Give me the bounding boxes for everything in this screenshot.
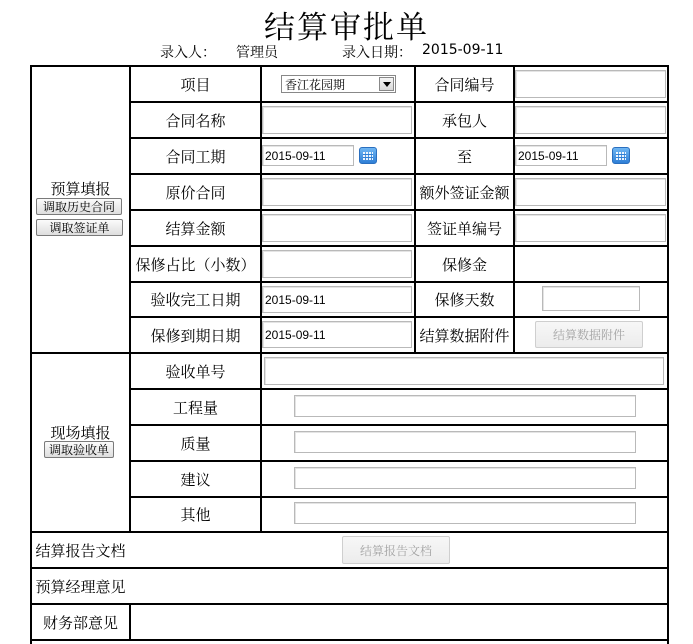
contract-name-label: 合同名称 bbox=[165, 111, 226, 130]
project-select[interactable] bbox=[281, 75, 396, 93]
suggestion-label: 建议 bbox=[180, 470, 211, 489]
project-label: 项目 bbox=[180, 75, 211, 94]
visa-no-label: 签证单编号 bbox=[426, 219, 502, 238]
entered-by-label: 录入人： bbox=[160, 45, 216, 61]
warranty-days-input[interactable] bbox=[542, 286, 640, 311]
to-label: 至 bbox=[456, 147, 472, 166]
report-doc-label: 结算报告文档 bbox=[35, 541, 126, 560]
extra-visa-amount-label: 额外签证金额 bbox=[419, 183, 510, 202]
fetch-acceptance-button[interactable]: 调取验收单 bbox=[44, 441, 114, 458]
fetch-visa-button[interactable]: 调取签证单 bbox=[36, 219, 123, 236]
project-select-value: 香江花园期 bbox=[285, 77, 346, 92]
settlement-amount-label: 结算金额 bbox=[165, 219, 226, 238]
other-input[interactable] bbox=[294, 502, 636, 524]
page-title: 结算审批单 bbox=[264, 10, 429, 46]
calendar-icon[interactable] bbox=[359, 147, 377, 164]
budget-section-label: 预算填报 bbox=[50, 179, 111, 198]
site-section-label: 现场填报 bbox=[50, 423, 111, 442]
quality-label: 质量 bbox=[180, 434, 211, 453]
entry-date-label: 录入日期： bbox=[342, 45, 412, 61]
attachment-button[interactable]: 结算数据附件 bbox=[535, 321, 643, 348]
report-doc-button[interactable]: 结算报告文档 bbox=[342, 536, 450, 564]
extra-visa-amount-input[interactable] bbox=[515, 178, 666, 206]
contract-name-input[interactable] bbox=[262, 106, 412, 134]
chevron-down-icon[interactable] bbox=[379, 77, 394, 91]
warranty-days-label: 保修天数 bbox=[434, 291, 495, 309]
acceptance-date-input[interactable]: 2015-09-11 bbox=[262, 286, 412, 313]
settlement-amount-input[interactable] bbox=[262, 214, 412, 242]
quality-input[interactable] bbox=[294, 431, 636, 453]
entered-by-value: 管理员 bbox=[236, 45, 278, 61]
acceptance-no-label: 验收单号 bbox=[165, 362, 226, 381]
suggestion-input[interactable] bbox=[294, 467, 636, 489]
original-contract-label: 原价合同 bbox=[165, 183, 226, 202]
warranty-deposit-label: 保修金 bbox=[441, 255, 487, 274]
warranty-expiry-label: 保修到期日期 bbox=[150, 326, 241, 345]
attachment-label: 结算数据附件 bbox=[419, 326, 510, 345]
quantity-label: 工程量 bbox=[172, 398, 218, 417]
contract-no-label: 合同编号 bbox=[434, 75, 495, 94]
contract-period-label: 合同工期 bbox=[165, 147, 226, 166]
acceptance-date-label: 验收完工日期 bbox=[150, 291, 241, 309]
quantity-input[interactable] bbox=[294, 395, 636, 417]
entry-date-value: 2015-09-11 bbox=[422, 42, 504, 58]
budget-manager-opinion-label: 预算经理意见 bbox=[35, 577, 126, 596]
acceptance-no-input[interactable] bbox=[264, 357, 664, 385]
warranty-ratio-label: 保修占比（小数） bbox=[135, 255, 256, 274]
period-end-input[interactable]: 2015-09-11 bbox=[515, 145, 607, 166]
original-contract-input[interactable] bbox=[262, 178, 412, 206]
contractor-label: 承包人 bbox=[441, 111, 487, 130]
contract-no-input[interactable] bbox=[515, 70, 666, 98]
fetch-history-contract-button[interactable]: 调取历史合同 bbox=[36, 198, 122, 215]
calendar-icon[interactable] bbox=[612, 147, 630, 164]
visa-no-input[interactable] bbox=[515, 214, 666, 242]
warranty-ratio-input[interactable] bbox=[262, 250, 412, 278]
finance-opinion-label: 财务部意见 bbox=[42, 613, 118, 632]
period-start-input[interactable]: 2015-09-11 bbox=[262, 145, 354, 166]
other-label: 其他 bbox=[180, 506, 211, 524]
warranty-expiry-input[interactable]: 2015-09-11 bbox=[262, 321, 412, 348]
contractor-input[interactable] bbox=[515, 106, 666, 134]
